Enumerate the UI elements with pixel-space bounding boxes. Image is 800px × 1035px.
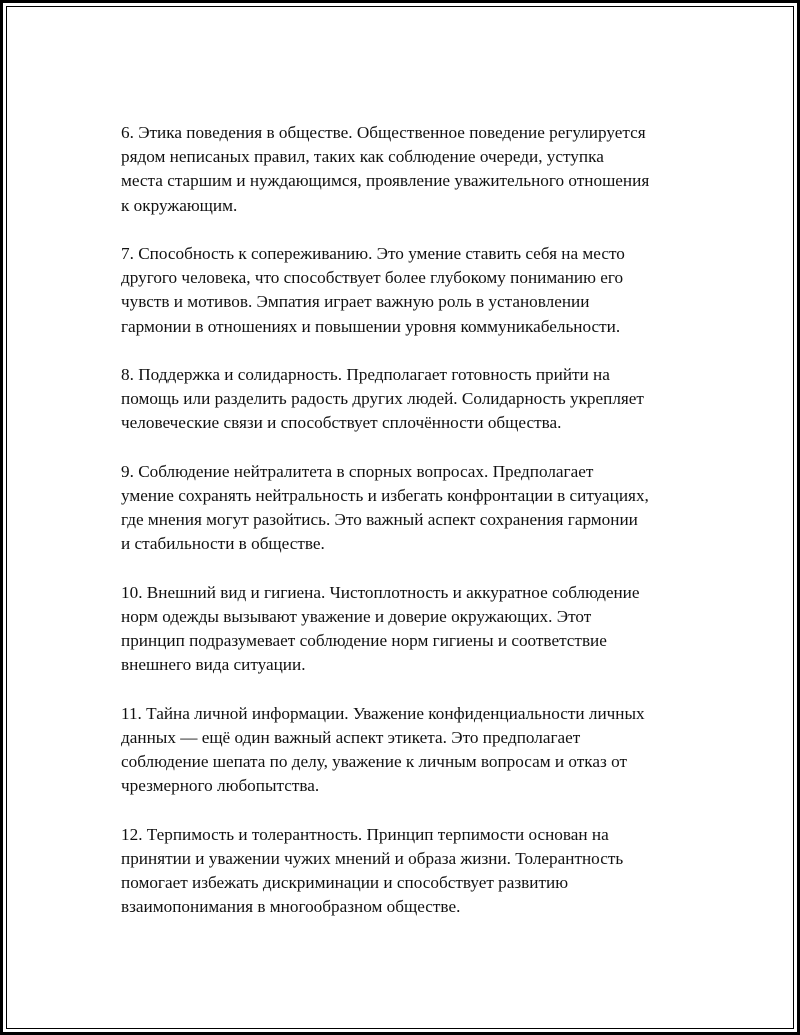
paragraph-10 xyxy=(121,581,701,678)
paragraph-line: и стабильности в обществе. xyxy=(121,534,325,554)
paragraph-line: другого человека, что способствует более глубокому пониманию его xyxy=(121,268,624,288)
paragraph-line: чрезмерного любопытства. xyxy=(121,776,320,796)
paragraph-line: места старшим и нуждающимся, проявление уважительного отношения xyxy=(121,171,650,191)
paragraph-12 xyxy=(121,823,701,920)
paragraph-line: данных — ещё один важный аспект этикета. Это предполагает xyxy=(121,728,581,747)
paragraph-line: помогает избежать дискриминации и способствует развитию xyxy=(121,873,569,893)
paragraph-line: человеческие связи и способствует сплочённости общества. xyxy=(121,413,562,433)
paragraph-line: рядом неписаных правил, таких как соблюдение очереди, уступка xyxy=(121,147,604,167)
paragraph-line: чувств и мотивов. Эмпатия играет важную роль в установлении xyxy=(121,292,590,312)
paragraph-11 xyxy=(121,702,701,799)
paragraph-line: 6. Этика поведения в обществе. Общественное поведение регулируется xyxy=(121,123,646,142)
paragraph-6 xyxy=(121,121,701,218)
paragraph-line: норм одежды вызывают уважение и доверие окружающих. Этот xyxy=(121,607,592,626)
paragraph-line: помощь или разделить радость других людей. Солидарность укрепляет xyxy=(121,389,644,409)
paragraph-9 xyxy=(121,460,701,557)
paragraph-line: 7. Способность к сопереживанию. Это умение ставить себя на место xyxy=(121,244,625,263)
paragraph-8 xyxy=(121,363,701,436)
paragraph-line: 9. Соблюдение нейтралитета в спорных вопросах. Предполагает xyxy=(121,461,594,481)
paragraph-line: 8. Поддержка и солидарность. Предполагает готовность прийти на xyxy=(121,365,610,384)
paragraph-line: где мнения могут разойтись. Это важный аспект сохранения гармонии xyxy=(121,510,638,530)
paragraph-line: умение сохранять нейтральность и избегать конфронтации в ситуациях, xyxy=(121,486,649,505)
paragraph-line: гармонии в отношениях и повышении уровня коммуникабельности. xyxy=(121,316,621,336)
paragraph-line: соблюдение шепата по делу, уважение к личным вопросам и отказ от xyxy=(121,752,627,772)
document-body xyxy=(121,121,701,944)
paragraph-line: принятии и уважении чужих мнений и образа жизни. Толерантность xyxy=(121,849,624,868)
paragraph-line: к окружающим. xyxy=(121,195,238,215)
paragraph-7 xyxy=(121,242,701,339)
paragraph-line: принцип подразумевает соблюдение норм гигиены и соответствие xyxy=(121,631,607,651)
paragraph-line: внешнего вида ситуации. xyxy=(121,655,306,675)
paragraph-line: 12. Терпимость и толерантность. Принцип терпимости основан на xyxy=(121,824,609,844)
paragraph-line: взаимопонимания в многообразном обществе. xyxy=(121,897,461,917)
paragraph-line: 11. Тайна личной информации. Уважение конфиденциальности личных xyxy=(121,703,645,723)
paragraph-line: 10. Внешний вид и гигиена. Чистоплотность и аккуратное соблюдение xyxy=(121,582,640,602)
